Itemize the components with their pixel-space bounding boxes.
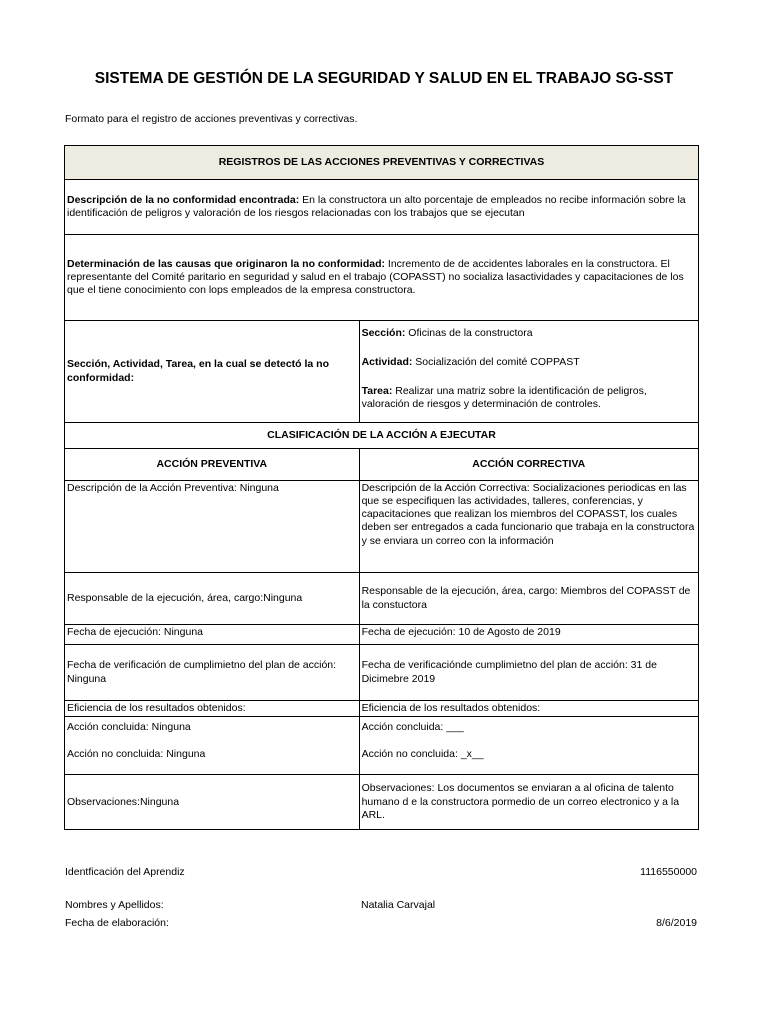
preventive-concluded: Acción concluida: Ninguna [67,721,191,734]
date-label: Fecha de elaboración: [65,917,169,929]
name-label: Nombres y Apellidos: [65,899,164,911]
task-value: Realizar una matriz sobre la identificación de peligros, valoración de riesgos y determinación de controles. [361,385,647,411]
activity-line [362,356,696,369]
section-label: Sección: [361,327,406,339]
nonconformity-cell [65,180,699,235]
nonconformity-label: Descripción de la no conformidad encontrada: [67,193,300,206]
name-value: Natalia Carvajal [361,899,436,911]
preventive-description: Descripción de la Acción Preventiva: Ninguna [65,481,360,573]
corrective-not-concluded: Acción no concluida: _x__ [361,748,484,761]
corrective-description: Descripción de la Acción Correctiva: Socializaciones periodicas en las que se especifiquen las actividades, talleres, conferencias, y capacitaciones que realizan los miembros del COPASST, los cuales deben ser entregados a cada funcionario que trabaja en la constructora y se enviara un correo con la información [359,481,698,573]
classification-title: CLASIFICACIÓN DE LA ACCIÓN A EJECUTAR [65,423,699,449]
page-subtitle: Formato para el registro de acciones preventivas y correctivas. [65,113,358,125]
preventive-header: ACCIÓN PREVENTIVA [65,449,360,481]
preventive-not-concluded: Acción no concluida: Ninguna [67,748,206,761]
preventive-efficiency: Eficiencia de los resultados obtenidos: [65,701,360,717]
corrective-exec-date: Fecha de ejecución: 10 de Agosto de 2019 [359,625,698,645]
section-value: Oficinas de la constructora [405,327,533,339]
preventive-observations: Observaciones:Ninguna [65,775,360,830]
id-value: 1116550000 [640,866,697,878]
actions-form-table [64,145,699,830]
task-line [362,385,696,411]
causes-value: Incremento de de accidentes laborales en la constructora. El representante del Comité paritario en seguridad y salud en el trabajo (COPASST) no socializa lasactividades y capacitaciones de los que el tiene conocimiento con lops empleados de la empresa constructora. [67,257,684,297]
corrective-header: ACCIÓN CORRECTIVA [359,449,698,481]
preventive-exec-date: Fecha de ejecución: Ninguna [65,625,360,645]
activity-label: Actividad: [361,356,413,369]
causes-cell [65,235,699,321]
page-title: SISTEMA DE GESTIÓN DE LA SEGURIDAD Y SALUD EN EL TRABAJO SG-SST [94,70,674,87]
causes-label: Determinación de las causas que originaron la no conformidad: [67,257,385,270]
activity-value: Socialización del comité COPPAST [412,356,580,369]
nonconformity-value: En la constructora un alto porcentaje de empleados no recibe información sobre la identificación de peligros y valoración de los riesgos relacionadas con los trabajos que se ejecutan [67,193,686,219]
detected-label: Sección, Actividad, Tarea, en la cual se detectó la no conformidad: [67,358,330,384]
date-value: 8/6/2019 [656,917,697,929]
corrective-observations: Observaciones: Los documentos se enviaran a al oficina de talento humano d e la constructora pormedio de un correo electronico y a la ARL. [359,775,698,830]
corrective-efficiency: Eficiencia de los resultados obtenidos: [359,701,698,717]
preventive-responsible: Responsable de la ejecución, área, cargo:Ninguna [65,573,360,625]
preventive-conclusion-cell [65,717,360,775]
corrective-verif-date: Fecha de verificaciónde cumplimietno del plan de acción: 31 de Dicimebre 2019 [359,645,698,701]
id-label: Identficación del Aprendiz [65,866,185,878]
corrective-responsible: Responsable de la ejecución, área, cargo: Miembros del COPASST de la constuctora [359,573,698,625]
corrective-conclusion-cell [359,717,698,775]
preventive-verif-date: Fecha de verificación de cumplimietno del plan de acción: Ninguna [65,645,360,701]
form-section-title: REGISTROS DE LAS ACCIONES PREVENTIVAS Y CORRECTIVAS [65,146,699,180]
detected-label-cell [65,321,360,423]
detected-details-cell [359,321,698,423]
section-line [362,327,696,340]
corrective-concluded: Acción concluida: ___ [361,721,464,734]
task-label: Tarea: [361,385,393,398]
